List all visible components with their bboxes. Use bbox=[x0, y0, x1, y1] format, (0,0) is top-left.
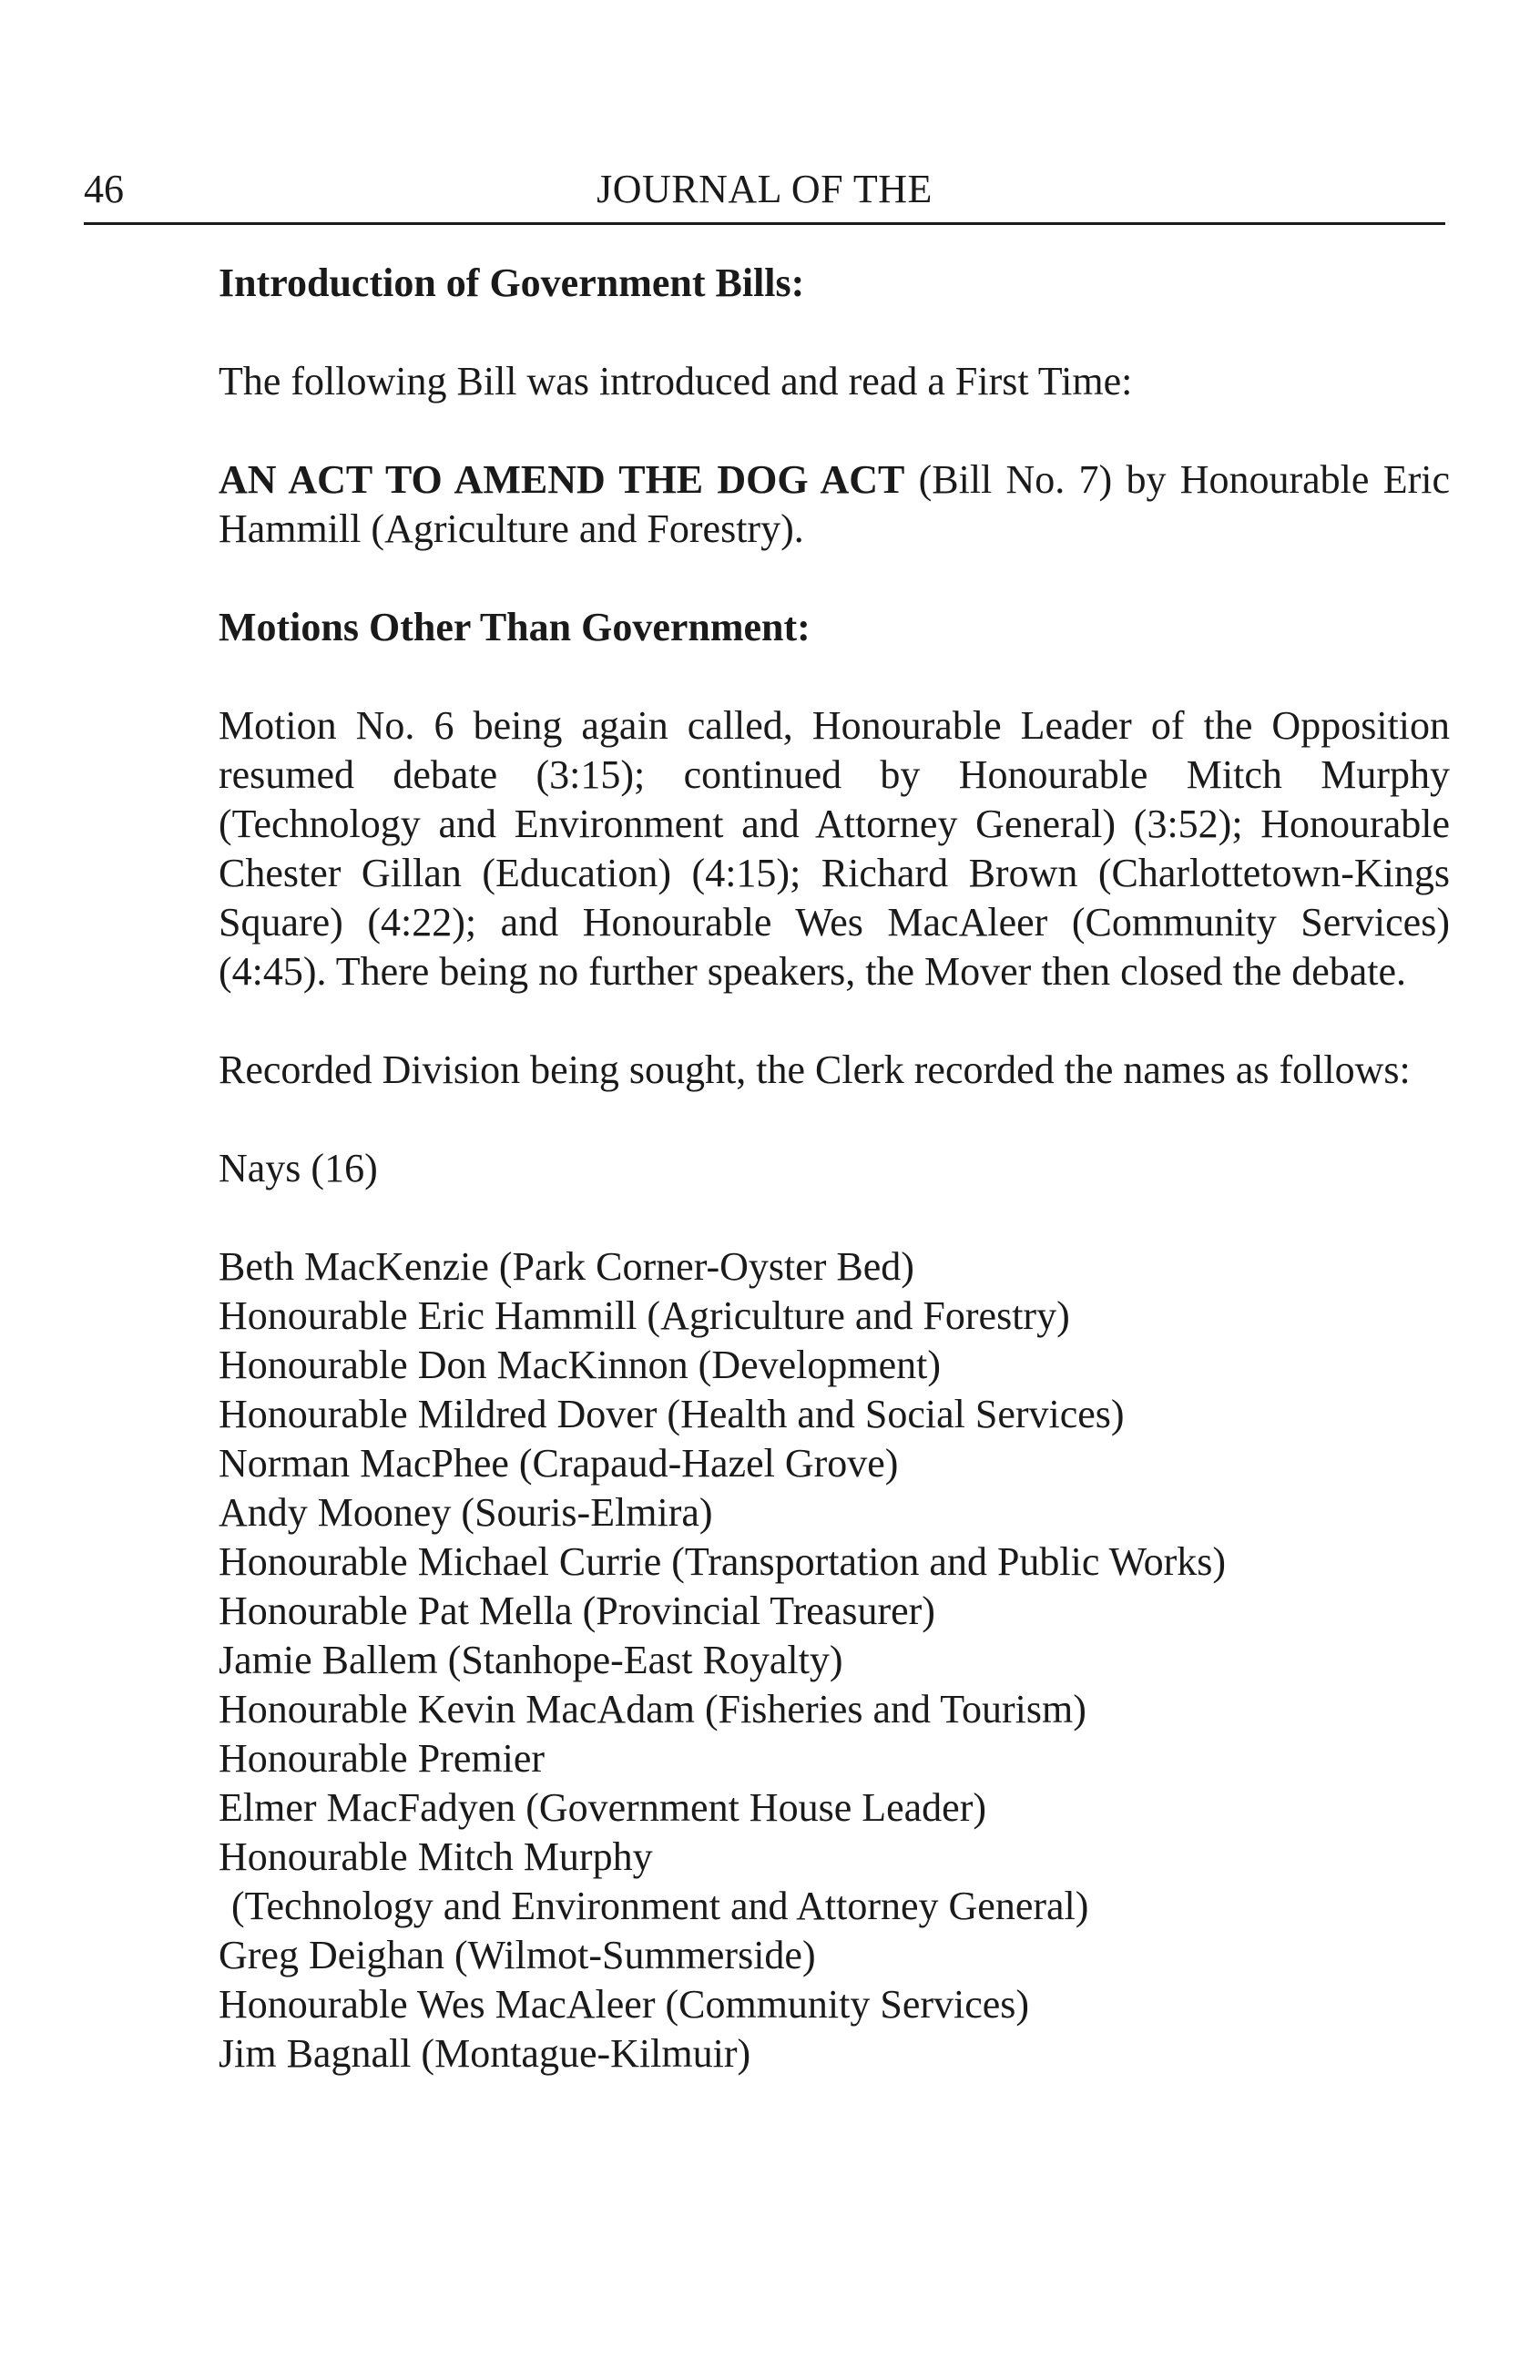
list-item: Honourable Wes MacAleer (Community Services) bbox=[219, 1982, 1030, 2027]
list-item: Honourable Pat Mella (Provincial Treasurer) bbox=[219, 1588, 935, 1633]
page-number: 46 bbox=[84, 167, 124, 211]
running-head: JOURNAL OF THE bbox=[597, 167, 933, 211]
list-item: Honourable Premier bbox=[219, 1736, 545, 1781]
list-item: Beth MacKenzie (Park Corner-Oyster Bed) bbox=[219, 1244, 914, 1289]
list-item: Honourable Eric Hammill (Agriculture and Forestry) bbox=[219, 1293, 1070, 1338]
nays-list bbox=[219, 1242, 1450, 2079]
list-item: Norman MacPhee (Crapaud-Hazel Grove) bbox=[219, 1441, 899, 1486]
list-item: Andy Mooney (Souris-Elmira) bbox=[219, 1490, 713, 1535]
nays-label: Nays (16) bbox=[219, 1146, 378, 1190]
list-item: Honourable Mildred Dover (Health and Social Services) bbox=[219, 1392, 1125, 1436]
motions-heading: Motions Other Than Government: bbox=[219, 605, 811, 649]
list-item: Honourable Don MacKinnon (Development) bbox=[219, 1343, 942, 1387]
bill-title: AN ACT TO AMEND THE DOG ACT bbox=[219, 457, 905, 502]
government-bills-heading: Introduction of Government Bills: bbox=[219, 260, 805, 305]
page-header bbox=[84, 162, 1445, 225]
list-item: Honourable Michael Currie (Transportation and Public Works) bbox=[219, 1539, 1227, 1584]
list-item: Jim Bagnall (Montague-Kilmuir) bbox=[219, 2031, 751, 2076]
list-item: Honourable Kevin MacAdam (Fisheries and Tourism) bbox=[219, 1687, 1086, 1731]
page-content bbox=[219, 259, 1450, 2079]
list-item-continuation: (Technology and Environment and Attorney General) bbox=[231, 1884, 1089, 1928]
list-item: Elmer MacFadyen (Government House Leader) bbox=[219, 1785, 987, 1830]
bill-detail: (Bill No. 7) by Honourable Eric Hammill (Agriculture and Forestry). bbox=[219, 457, 1450, 551]
list-item: Honourable Mitch Murphy bbox=[219, 1834, 653, 1879]
bill-intro: The following Bill was introduced and read a First Time: bbox=[219, 359, 1133, 403]
list-item: Greg Deighan (Wilmot-Summerside) bbox=[219, 1933, 816, 1977]
bill-entry bbox=[219, 455, 1450, 554]
motion-paragraph: Motion No. 6 being again called, Honourable Leader of the Opposition resumed debate (3:15); continued by Honourable Mitch Murphy (Technology and Environment and Attorney General) (3:52); Honourable Chester Gillan (Education) (4:15); Richard Brown (Charlottetown-Kings Square) (4:22); and Honourable Wes MacAleer (Community Services) (4:45). There being no further speakers, the Mover then closed the debate. bbox=[219, 703, 1450, 994]
list-item: Jamie Ballem (Stanhope-East Royalty) bbox=[219, 1638, 843, 1682]
division-intro: Recorded Division being sought, the Clerk recorded the names as follows: bbox=[219, 1047, 1411, 1092]
